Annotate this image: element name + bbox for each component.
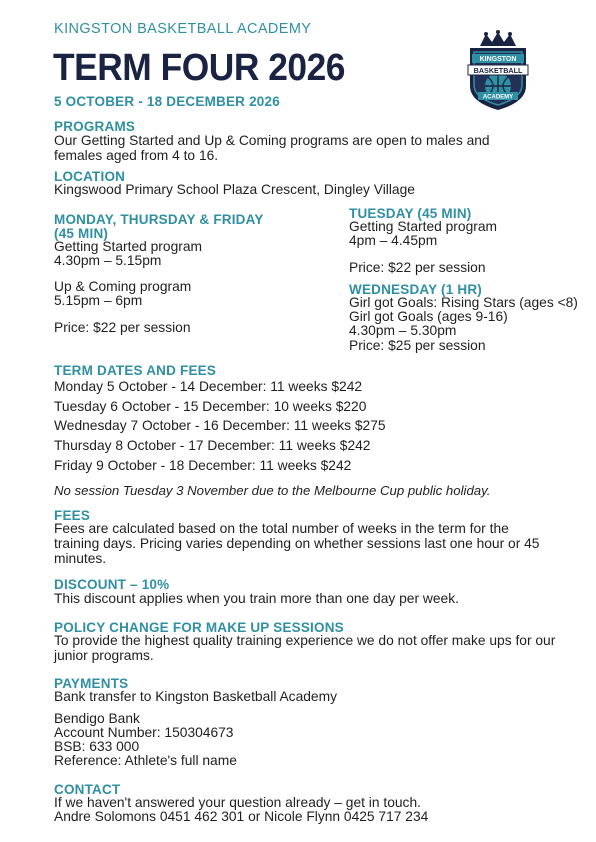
wednesday-line-2: Girl got Goals (ages 9-16): [349, 309, 508, 324]
holiday-note: No session Tuesday 3 November due to the Melbourne Cup public holiday.: [54, 483, 491, 498]
location-text: Kingswood Primary School Plaza Crescent, Dingley Village: [54, 182, 415, 197]
bsb-number: BSB: 633 000: [54, 739, 140, 754]
academy-name: KINGSTON BASKETBALL ACADEMY: [54, 21, 312, 37]
fees-text: Fees are calculated based on the total number of weeks in the term for the training days. Pricing varies depending on whether sessions last one hour or 45 minutes.: [54, 521, 540, 566]
contact-text: If we haven't answered your question already – get in touch.: [54, 795, 421, 810]
bank-name: Bendigo Bank: [54, 711, 140, 726]
wednesday-line-1: Girl got Goals: Rising Stars (ages <8): [349, 295, 578, 310]
term-date-row: Monday 5 October - 14 December: 11 weeks $242: [54, 379, 363, 394]
discount-heading: DISCOUNT – 10%: [54, 577, 170, 592]
location-heading: LOCATION: [54, 169, 126, 184]
fees-heading: FEES: [54, 508, 91, 523]
mtf-program-2: Up & Coming program: [54, 279, 192, 294]
logo-line-3: ACADEMY: [482, 94, 514, 101]
payments-text: Bank transfer to Kingston Basketball Academy: [54, 689, 337, 704]
tuesday-time: 4pm – 4.45pm: [349, 233, 438, 248]
mtf-time-2: 5.15pm – 6pm: [54, 293, 143, 308]
payment-reference: Reference: Athlete's full name: [54, 753, 237, 768]
programs-text: Our Getting Started and Up & Coming programs are open to males and females aged from 4 to 16.: [54, 133, 490, 163]
mtf-program-1: Getting Started program: [54, 239, 203, 254]
term-date-row: Tuesday 6 October - 15 December: 10 weeks $220: [54, 399, 367, 414]
tuesday-program: Getting Started program: [349, 219, 498, 234]
wednesday-price: Price: $25 per session: [349, 338, 486, 353]
mon-thu-fri-heading: MONDAY, THURSDAY & FRIDAY: [54, 212, 264, 227]
mtf-time-1: 4.30pm – 5.15pm: [54, 253, 162, 268]
logo-line-1: KINGSTON: [479, 56, 517, 63]
logo-line-2: BASKETBALL: [473, 66, 523, 75]
term-date-row: Wednesday 7 October - 16 December: 11 weeks $275: [54, 418, 386, 433]
mtf-price: Price: $22 per session: [54, 320, 191, 335]
term-dates-heading: TERM DATES AND FEES: [54, 363, 217, 378]
term-dates-subtitle: 5 OCTOBER - 18 DECEMBER 2026: [54, 94, 280, 109]
contact-phones: Andre Solomons 0451 462 301 or Nicole Flynn 0425 717 234: [54, 809, 429, 824]
tuesday-price: Price: $22 per session: [349, 260, 486, 275]
academy-logo: [466, 30, 530, 112]
page-title: TERM FOUR 2026: [53, 47, 345, 89]
term-date-row: Friday 9 October - 18 December: 11 weeks $242: [54, 458, 352, 473]
policy-text: To provide the highest quality training experience we do not offer make ups for our junior programs.: [54, 633, 556, 663]
policy-heading: POLICY CHANGE FOR MAKE UP SESSIONS: [54, 620, 344, 635]
mon-thu-fri-duration: (45 MIN): [54, 226, 109, 241]
programs-heading: PROGRAMS: [54, 119, 136, 134]
contact-heading: CONTACT: [54, 782, 121, 797]
account-number: Account Number: 150304673: [54, 725, 234, 740]
wednesday-heading: WEDNESDAY (1 HR): [349, 282, 482, 297]
tuesday-heading: TUESDAY (45 MIN): [349, 206, 472, 221]
wednesday-time: 4.30pm – 5.30pm: [349, 323, 457, 338]
discount-text: This discount applies when you train more than one day per week.: [54, 591, 459, 606]
payments-heading: PAYMENTS: [54, 676, 129, 691]
term-date-row: Thursday 8 October - 17 December: 11 weeks $242: [54, 438, 371, 453]
